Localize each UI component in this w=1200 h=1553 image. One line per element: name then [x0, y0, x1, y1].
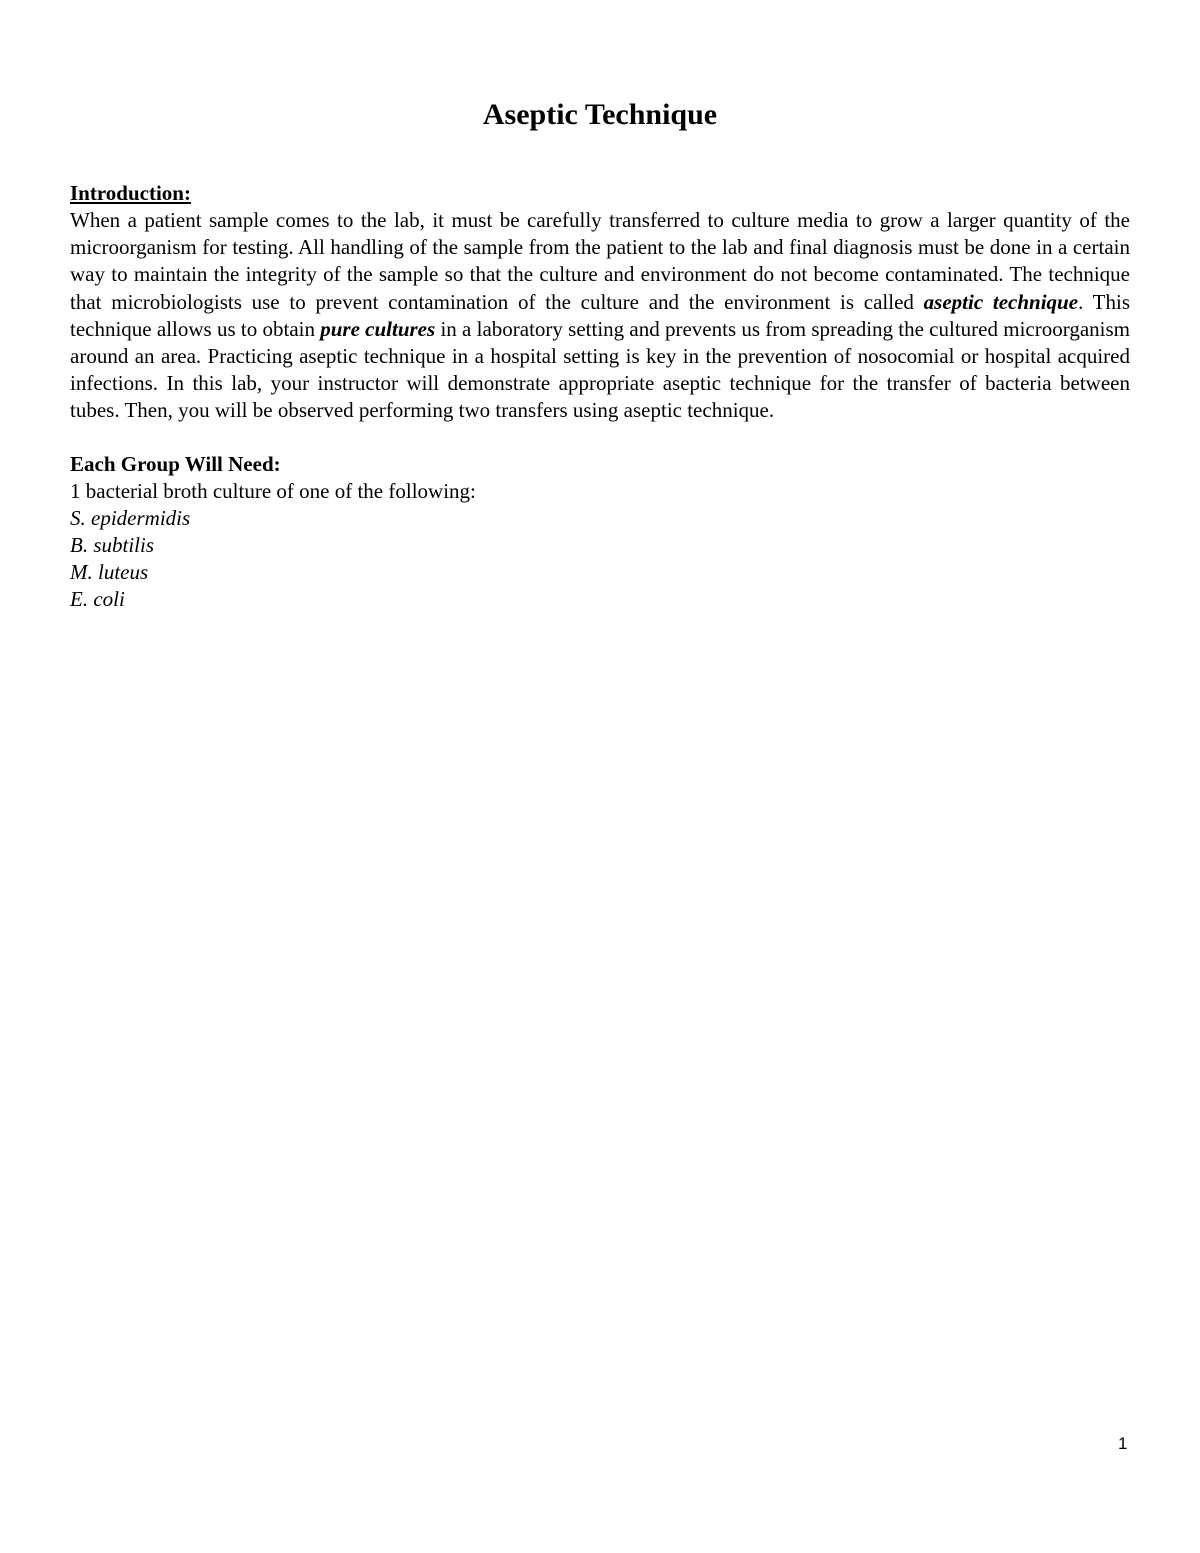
materials-intro: 1 bacterial broth culture of one of the following: [70, 478, 476, 503]
materials-heading: Each Group Will Need: [70, 451, 281, 476]
term-aseptic-technique: aseptic technique [923, 289, 1079, 314]
introduction-heading: Introduction: [70, 181, 191, 205]
intro-text-part-2: . This technique allows us to obtain [70, 289, 1131, 341]
document-page [70, 96, 1130, 613]
section-spacer [70, 425, 1130, 451]
species-item: E. coli [70, 586, 125, 611]
term-pure-cultures: pure cultures [320, 316, 436, 341]
intro-text-part-3: in a laboratory setting and prevents us from spreading the cultured microorganism around an area. Practicing aseptic technique in a hospital setting is key in the prevention of nosocomial or hospital acquired infections. In this lab, your instructor will demonstrate appropriate aseptic technique for the transfer of bacteria between tubes. Then, you will be observed performing two transfers using aseptic technique. [70, 316, 1131, 423]
page-number: 1 [1118, 1434, 1128, 1453]
species-item: B. subtilis [70, 532, 155, 557]
introduction-paragraph [70, 207, 1130, 425]
intro-text-part-1: When a patient sample comes to the lab, it must be carefully transferred to culture media to grow a larger quantity of the microorganism for testing. All handling of the sample from the patient to the lab and final diagnosis must be done in a certain way to maintain the integrity of the sample so that the culture and environment do not become contaminated. The technique that microbiologists use to prevent contamination of the culture and the environment is called [70, 208, 1130, 314]
species-item: M. luteus [70, 559, 149, 584]
species-item: S. epidermidis [70, 505, 191, 530]
document-title: Aseptic Technique [482, 98, 718, 131]
